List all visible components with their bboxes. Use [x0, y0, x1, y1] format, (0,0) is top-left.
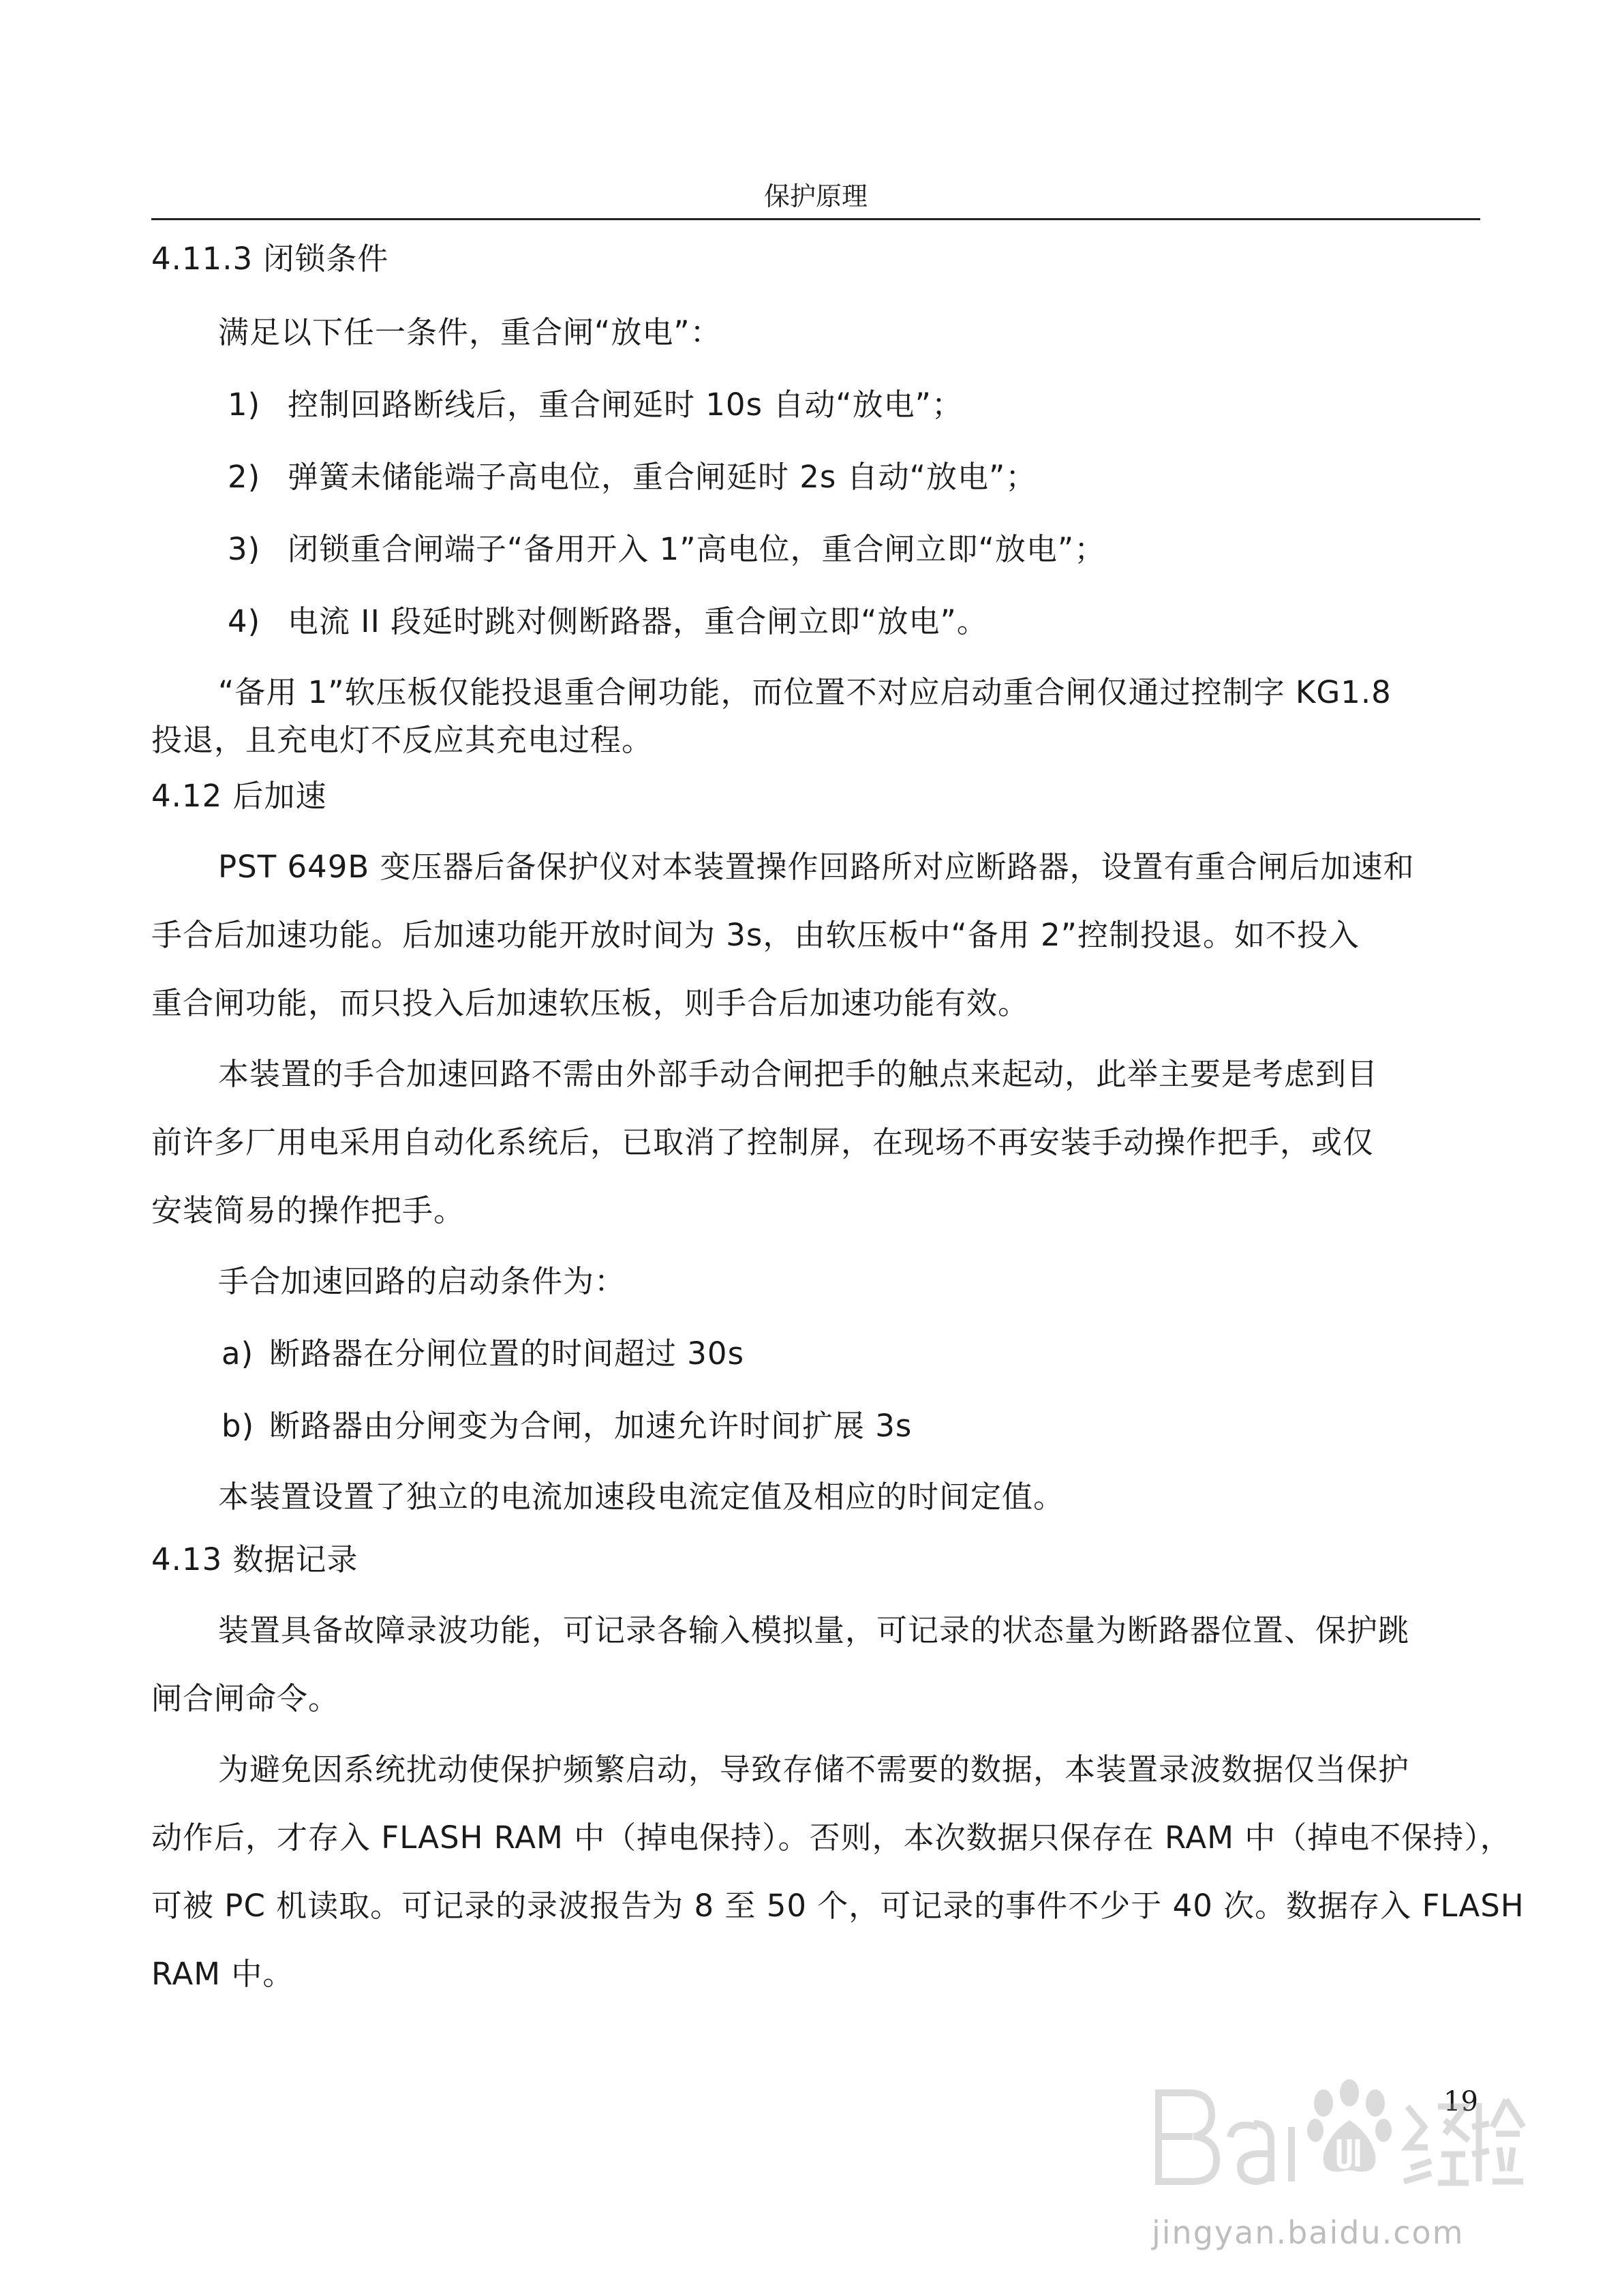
paragraph-line: PST 649B 变压器后备保护仪对本装置操作回路所对应断路器，设置有重合闸后加速和	[218, 849, 1415, 885]
paragraph-line: 手合后加速功能。后加速功能开放时间为 3s，由软压板中“备用 2”控制投退。如不投入	[151, 917, 1360, 953]
document-body	[151, 235, 1525, 1998]
list-item-text: 控制回路断线后，重合闸延时 10s 自动“放电”；	[288, 387, 963, 423]
paragraph-line: 投退，且充电灯不反应其充电过程。	[151, 722, 654, 758]
paragraph: 本装置设置了独立的电流加速段电流定值及相应的时间定值。	[218, 1479, 1065, 1515]
paragraph-line: 动作后，才存入 FLASH RAM 中（掉电保持）。否则，本次数据只保存在 RAM 中（掉电不保持），	[151, 1819, 1512, 1856]
section-heading-4-12: 4.12 后加速	[151, 778, 327, 814]
list-item-number: 4)	[228, 603, 261, 639]
list-item-number: 1)	[228, 387, 261, 423]
paragraph-line: 前许多厂用电采用自动化系统后，已取消了控制屏，在现场不再安装手动操作把手，或仅	[151, 1124, 1375, 1160]
list-item	[151, 1330, 1480, 1378]
list-item-number: a)	[221, 1335, 254, 1372]
list-item-text: 断路器由分闸变为合闸，加速允许时间扩展 3s	[269, 1408, 913, 1444]
paragraph-line: 安装简易的操作把手。	[151, 1192, 465, 1228]
page-header	[151, 176, 1480, 220]
paragraph-line: 闸合闸命令。	[151, 1680, 340, 1717]
list-item	[151, 598, 1480, 646]
page-number: 19	[1443, 2086, 1478, 2117]
paragraph: 满足以下任一条件，重合闸“放电”：	[218, 314, 722, 350]
paragraph-line: 可被 PC 机读取。可记录的录波报告为 8 至 50 个，可记录的事件不少于 40 次。数据存入 FLASH	[151, 1888, 1525, 1924]
paragraph-line: 为避免因系统扰动使保护频繁启动，导致存储不需要的数据，本装置录波数据仅当保护	[218, 1751, 1410, 1787]
list-item-text: 闭锁重合闸端子“备用开入 1”高电位，重合闸立即“放电”；	[288, 531, 1106, 567]
list-item	[151, 381, 1480, 429]
baidu-watermark-logo	[1145, 2052, 1527, 2216]
list-item-number: b)	[221, 1408, 255, 1444]
list-item-number: 3)	[228, 531, 261, 567]
list-item-text: 弹簧未储能端子高电位，重合闸延时 2s 自动“放电”；	[288, 459, 1037, 495]
paragraph-line: 本装置的手合加速回路不需由外部手动合闸把手的触点来起动，此举主要是考虑到目	[218, 1056, 1379, 1092]
paragraph-line: 重合闸功能，而只投入后加速软压板，则手合后加速功能有效。	[151, 985, 1030, 1021]
paragraph: 手合加速回路的启动条件为：	[218, 1263, 626, 1299]
paragraph-line: RAM 中。	[151, 1956, 294, 1992]
paragraph-line: “备用 1”软压板仅能投退重合闸功能，而位置不对应启动重合闸仅通过控制字 KG1.8	[218, 674, 1392, 710]
list-item	[151, 1402, 1480, 1450]
list-item	[151, 453, 1480, 501]
list-item-text: 电流 II 段延时跳对侧断路器，重合闸立即“放电”。	[288, 603, 988, 639]
section-heading-4-11-3: 4.11.3 闭锁条件	[151, 241, 389, 277]
list-item	[151, 526, 1480, 573]
list-item-text: 断路器在分闸位置的时间超过 30s	[269, 1335, 745, 1372]
paragraph-line: 装置具备故障录波功能，可记录各输入模拟量，可记录的状态量为断路器位置、保护跳	[218, 1612, 1410, 1648]
watermark-url: jingyan.baidu.com	[1152, 2214, 1465, 2251]
section-heading-4-13: 4.13 数据记录	[151, 1541, 358, 1577]
page-header-title: 保护原理	[763, 181, 868, 211]
list-item-number: 2)	[228, 459, 261, 495]
